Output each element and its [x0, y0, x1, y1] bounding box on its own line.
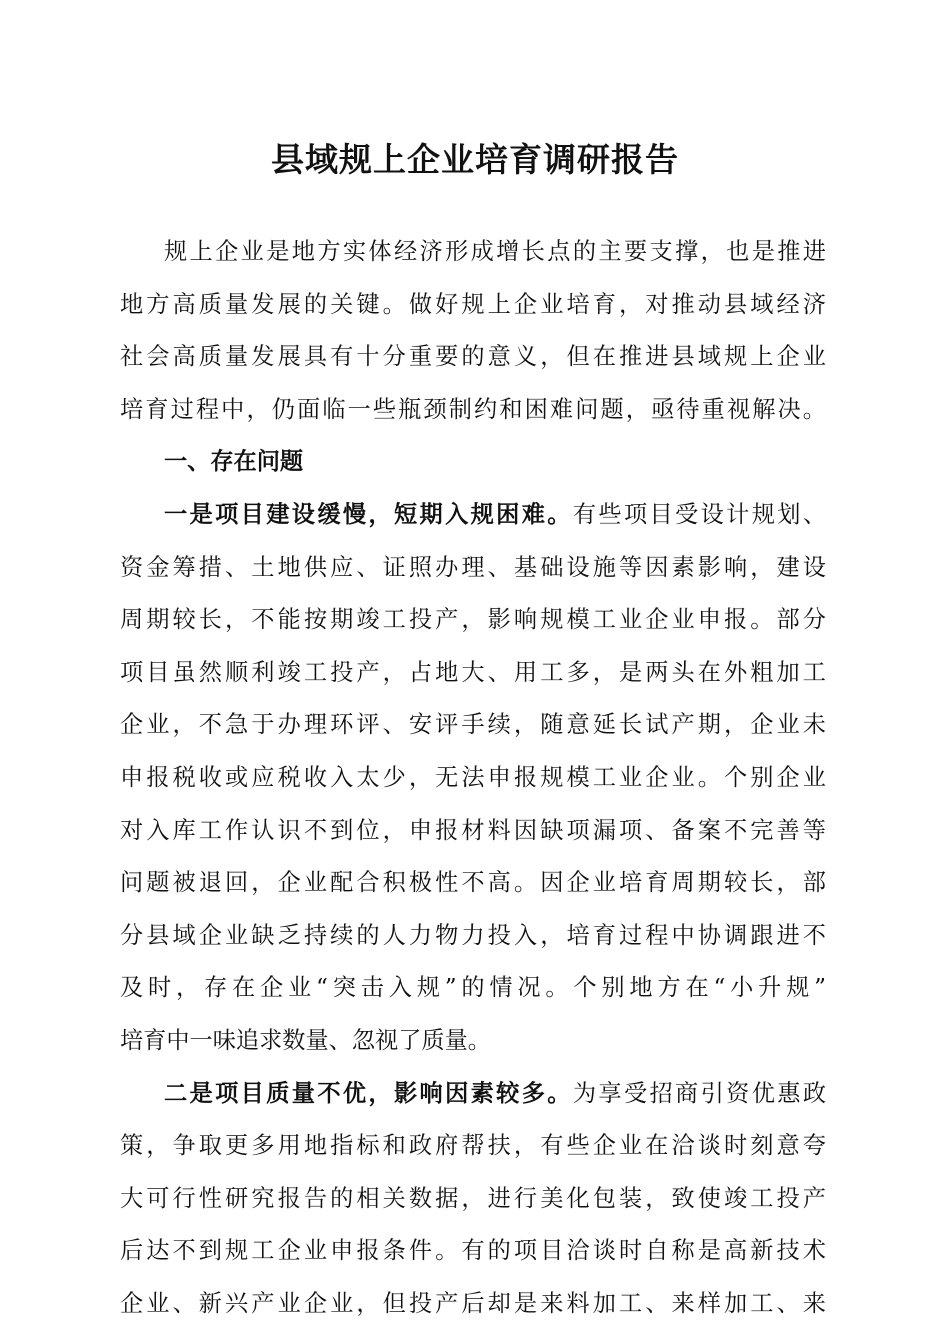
intro-line: 培育过程中，仍面临一些瓶颈制约和困难问题，亟待重视解决。	[120, 395, 826, 423]
point1-line: 申报税收或应税收入太少，无法申报规模工业企业。个别企业	[120, 763, 826, 791]
point2-line: 企业、新兴产业企业，但投产后却是来料加工、来样加工、来	[120, 1289, 826, 1317]
point2-line: 大可行性研究报告的相关数据，进行美化包装，致使竣工投产	[120, 1184, 826, 1212]
point1-first-rest: 有些项目受设计规划、	[572, 500, 827, 528]
point2-first-line	[120, 1068, 826, 1121]
point2-first-rest: 为享受招商引资优惠政	[572, 1079, 827, 1107]
point1-line: 资金筹措、土地供应、证照办理、基础设施等因素影响，建设	[120, 553, 826, 581]
point1-line: 项目虽然顺利竣工投产，占地大、用工多，是两头在外粗加工	[120, 658, 826, 686]
point2-lead: 二是项目质量不优，影响因素较多。	[164, 1079, 573, 1107]
point2-line: 策，争取更多用地指标和政府帮扶，有些企业在洽谈时刻意夸	[120, 1132, 826, 1160]
intro-line: 规上企业是地方实体经济形成增长点的主要支撑，也是推进	[164, 238, 826, 265]
document-title: 县域规上企业培育调研报告	[271, 140, 679, 179]
point1-line: 及时，存在企业“突击入规”的情况。个别地方在“小升规”	[120, 974, 826, 1002]
point1-first-line	[120, 489, 826, 542]
intro-line: 地方高质量发展的关键。做好规上企业培育，对推动县域经济	[120, 290, 826, 318]
point2-line: 后达不到规工企业申报条件。有的项目洽谈时自称是高新技术	[120, 1237, 826, 1265]
point1-line: 培育中一味追求数量、忽视了质量。	[120, 1026, 491, 1054]
point1-line: 问题被退回，企业配合积极性不高。因企业培育周期较长，部	[120, 869, 826, 897]
point1-line: 对入库工作认识不到位，申报材料因缺项漏项、备案不完善等	[120, 816, 826, 844]
section-heading: 一、存在问题	[164, 448, 304, 476]
point1-line: 企业，不急于办理环评、安评手续，随意延长试产期，企业未	[120, 711, 826, 739]
point1-line: 分县域企业缺乏持续的人力物力投入，培育过程中协调跟进不	[120, 921, 826, 949]
point1-line: 周期较长，不能按期竣工投产，影响规模工业企业申报。部分	[120, 606, 826, 634]
document-body	[120, 226, 826, 1330]
point1-lead: 一是项目建设缓慢，短期入规困难。	[164, 500, 573, 528]
intro-line: 社会高质量发展具有十分重要的意义，但在推进县域规上企业	[120, 343, 826, 371]
